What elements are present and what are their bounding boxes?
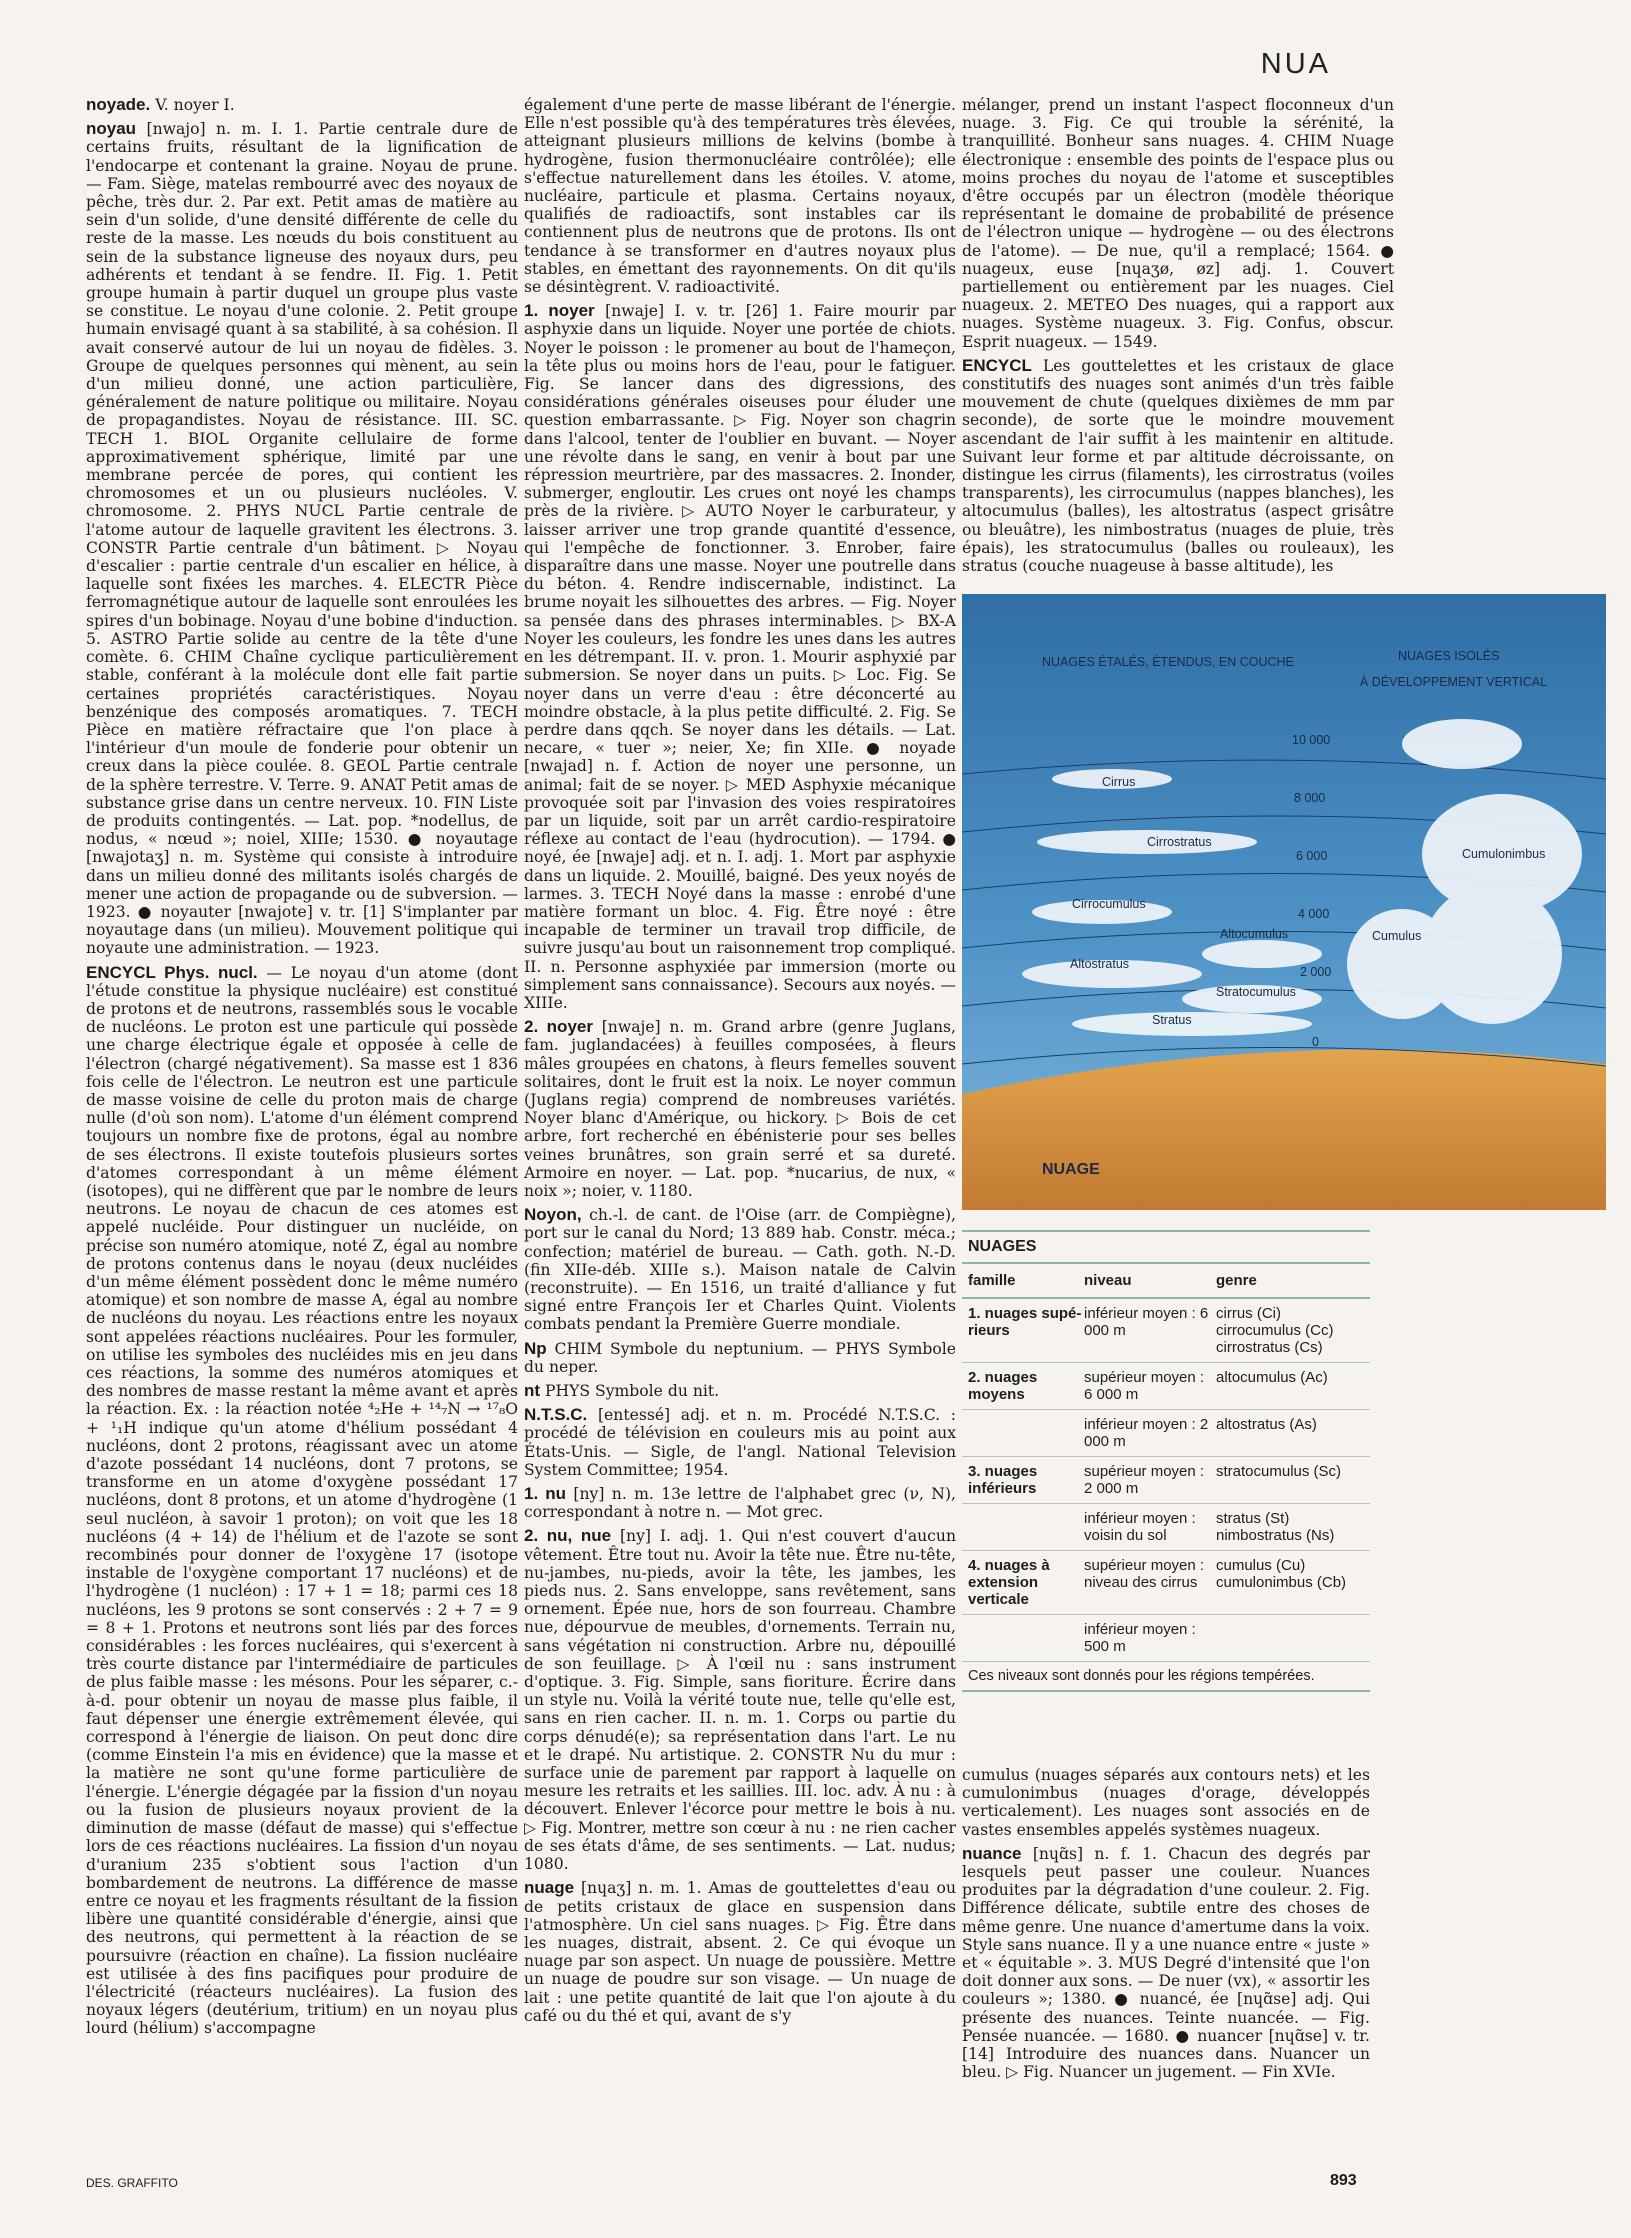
entry [524,1018,956,1200]
headword: nuage [524,1878,575,1898]
cell-famille: 4. nuages à extension verticale [968,1557,1050,1608]
cell-genre [1216,1621,1364,1655]
headword: ENCYCL [962,355,1032,375]
cell-genre: stratocumulus (Sc) [1216,1463,1342,1480]
headword: 2. nu, nue [524,1526,612,1546]
page-number: 893 [1330,2172,1357,2189]
entry [524,302,956,1012]
header-genre: genre [1216,1272,1257,1289]
column-1 [86,96,518,2044]
entry-text: [ny] I. adj. 1. Qui n'est couvert d'aucun vêtement. Être tout nu. Avoir la tête nue. Être nu-tête, nu-jambes, nu-pieds, avoir la tête, les jambes, les pieds nus. 2. Sans enveloppe, sans revêtement, sans ornement. Épée nue, hors de son fourreau. Chambre nue, dépourvue de meubles, d'ornements. Terrain nu, sans végétation ni construction. Arbre nu, dépouillé de son feuillage. ▷ À l'œil nu : sans instrument d'optique. 3. Fig. Simple, sans fioriture. Écrire dans un style nu. Voilà la vérité toute nue, telle qu'elle est, sans en rien cacher. II. n. m. 1. Corps ou partie du corps dénudé(e); sa représentation dans l'art. Le nu et le drapé. Nu artistique. 2. CONSTR Nu du mur : surface unie de parement par rapport à laquelle on mesure les retraits et les saillies. III. loc. adv. À nu : à découvert. Enlever l'écorce pour mettre le bois à nu. ▷ Fig. Montrer, mettre son cœur à nu : ne rien cacher de ses états d'âme, de ses sentiments. — Lat. nudus; 1080. [524,1527,956,1874]
entry [962,96,1394,351]
headword: noyau [86,119,137,139]
table-row [962,1504,1370,1551]
label-cirrus: Cirrus [1102,775,1136,789]
cell-famille: 1. nuages supé-rieurs [968,1305,1082,1339]
altitude-8000: 8 000 [1294,791,1326,805]
label-cirrocumulus: Cirrocumulus [1072,897,1146,911]
label-altocumulus: Altocumulus [1220,927,1289,941]
cell-niveau: inférieur moyen : 2 000 m [1084,1416,1209,1450]
entry [524,96,956,296]
cell-famille [968,1510,1084,1544]
entry-text: [nɥɑ̃s] n. f. 1. Chacun des degrés par lesquels peut passer une couleur. Nuances produites par la dégradation d'une couleur. 2. Fig. Différence délicate, subtile entre des choses de même genre. Une nuance d'amertume dans la voix. Style sans nuance. Il y a une nuance entre « juste » et « équitable ». 3. MUS Degré d'intensité que l'on doit donner aux sons. — De nuer (vx), « assortir les couleurs »; 1380. ● nuancé, ée [nɥɑ̃se] adj. Qui présente des nuances. Teinte nuancée. — Fig. Pensée nuancée. — 1680. ● nuancer [nɥɑ̃se] v. tr. [14] Introduire des nuances dans. Nuancer un bleu. ▷ Fig. Nuancer un jugement. — Fin XVIe. [962,1844,1370,2082]
cell-famille [968,1621,1084,1655]
entry-text: CHIM Symbole du neptunium. — PHYS Symbole du neper. [524,1339,956,1376]
entry-text: [nɥaʒ] n. m. 1. Amas de gouttelettes d'eau ou de petits cristaux de glace en suspension dans l'atmosphère. Un ciel sans nuages. ▷ Fig. Être dans les nuages, distrait, absent. 2. Ce qui évoque un nuage par son aspect. Un nuage de poussière. Mettre un nuage de poudre sur son visage. — Un nuage de lait : une petite quantité de lait que l'on ajoute à du café ou du thé et qui, avant de s'y [524,1879,956,2025]
title-layered-clouds: NUAGES ÉTALÉS, ÉTENDUS, EN COUCHE [1042,655,1294,669]
footer-credit: DES. GRAFFITO [86,2176,178,2190]
entry [962,1766,1370,1839]
entry [524,1382,956,1400]
entry [962,357,1394,575]
entry [524,1206,956,1333]
entry-text: mélanger, prend un instant l'aspect floconneux d'un nuage. 3. Fig. Ce qui trouble la sérénité, la tranquillité. Bonheur sans nuages. 4. CHIM Nuage électronique : ensemble des points de l'espace plus ou moins proches du noyau de l'atome et susceptibles d'être occupés par un électron (modèle théorique représentant le domaine de probabilité de présence de l'électron unique — hydrogène — ou des électrons de l'atome). — De nue, qu'il a remplacé; 1564. ● nuageux, euse [nɥaʒø, øz] adj. 1. Couvert partiellement ou entièrement par les nuages. Ciel nuageux. 2. METEO Des nuages, qui a rapport aux nuages. Système nuageux. 3. Fig. Confus, obscur. Esprit nuageux. — 1549. [962,96,1394,351]
entry-text: — Le noyau d'un atome (dont l'étude constitue la physique nucléaire) est constitué de protons et de neutrons, rassemblés sous le vocable de nucléons. Le proton est une particule qui possède une charge électrique égale et opposée à celle de l'électron (chargé négativement). Sa masse est 1 836 fois celle de l'électron. Le neutron est une particule de masse voisine de celle du proton mais de charge nulle (d'où son nom). L'atome d'un élément comprend toujours un nombre fixe de protons, égal au nombre de ses électrons. Il existe toutefois plusieurs sortes d'atomes correspondant à un même élément (isotopes), qui ne diffèrent que par le nombre de leurs neutrons. Le noyau de chacun de ces atomes est appelé nucléide. Pour distinguer un nucléide, on précise son numéro atomique, noté Z, égal au nombre de protons contenus dans le noyau (deux nucléides d'un même élément possèdent donc le même numéro atomique) et son nombre de masse A, égal au nombre de nucléons du noyau. Les réactions entre les noyaux sont appelées réactions nucléaires. Pour les formuler, on utilise les symboles des nucléides mis en jeu dans ces réactions, la somme des numéros atomiques et des nombres de masse restant la même avant et après la réaction. Ex. : la réaction notée ⁴₂He + ¹⁴₇N → ¹⁷₈O + ¹₁H indique qu'un atome d'hélium possédant 4 nucléons, dont 2 protons, réagissant avec un atome d'azote possédant 14 nucléons, dont 7 protons, se transforme en un atome d'oxygène possédant 17 nucléons, dont 8 protons, et un atome d'hydrogène (1 seul nucléon, à savoir 1 proton); on voit que les 18 nucléons (4 + 14) de l'hélium et de l'azote se sont recombinés pour donner de l'oxygène 17 (isotope instable de l'oxygène comportant 17 nucléons) et de l'hydrogène (1 nucléon) : 17 + 1 = 18; parmi ces 18 nucléons, les 9 protons se sont conservés : 2 + 7 = 9 = 8 + 1. Protons et neutrons sont liés par des forces considérables : les forces nucléaires, qui s'exercent à très courte distance par l'intermédiaire de particules de plus faible masse : les mésons. Pour les séparer, c.-à-d. pour obtenir un noyau de masse plus faible, il faut dépenser une énergie extrêmement élevée, qui correspond à l'énergie de liaison. On peut donc dire (comme Einstein l'a mis en évidence) que la masse et la matière ne sont qu'une forme particulière de l'énergie. L'énergie dégagée par la fission d'un noyau ou la fusion de plusieurs noyaux provient de la diminution de masse (défaut de masse) qui s'effectue lors de ces réactions nucléaires. La fission d'un noyau d'uranium 235 s'obtient sous l'action d'un bombardement de neutrons. La différence de masse entre ce noyau et les fragments résultant de la fission libère une quantité considérable d'énergie, ainsi que des neutrons, qui permettent à la réaction de se poursuivre (réaction en chaîne). La fission nucléaire est utilisée à des fins pacifiques pour produire de l'électricité (réacteurs nucléaires). La fusion des noyaux légers (deutérium, tritium) en un noyau plus lourd (hélium) s'accompagne [86,963,518,2038]
entry [86,120,518,957]
header-famille: famille [968,1272,1016,1289]
entry-text: [nwaje] n. m. Grand arbre (genre Juglans, fam. juglandacées) à feuilles composées, à fleurs mâles groupées en chatons, à fleurs femelles souvent solitaires, dont le fruit est la noix. Le noyer commun (Juglans regia) comprend de nombreuses variétés. Noyer blanc d'Amérique, ou hickory. ▷ Bois de cet arbre, fort recherché en ébénisterie pour ses belles veines brunâtres, son grain serré et sa dureté. Armoire en noyer. — Lat. pop. *nucarius, de nux, « noix »; noier, v. 1180. [524,1018,957,1200]
label-cumulus: Cumulus [1372,929,1422,943]
cell-genre: cirrus (Ci) cirrocumulus (Cc) cirrostratus (Cs) [1216,1305,1334,1356]
entry [86,964,518,2038]
cell-genre: altocumulus (Ac) [1216,1369,1328,1386]
cell-niveau: supérieur moyen : 2 000 m [1084,1463,1205,1497]
entry [524,1406,956,1479]
column-2 [524,96,956,2031]
entry-text: également d'une perte de masse libérant de l'énergie. Elle n'est possible qu'à des températures très élevées, atteignant plusieurs millions de kelvins (bombe à hydrogène, fusion thermonucléaire contrôlée); elle s'effectue naturellement dans les étoiles. V. atome, nucléaire, particule et plasma. Certains noyaux, qualifiés de radioactifs, sont instables car ils contiennent plus de neutrons que de protons. Ils ont tendance à se transformer en d'autres noyaux plus stables, en émettant des rayonnements. On dit qu'ils se désintègrent. V. radioactivité. [524,96,956,297]
headword: nuance [962,1843,1022,1863]
entry-text: cumulus (nuages séparés aux contours nets) et les cumulonimbus (nuages d'orage, développés verticalement). Les nuages sont associés en de vastes ensembles appelés systèmes nuageux. [962,1766,1370,1839]
entry-text: [nwaje] I. v. tr. [26] 1. Faire mourir par asphyxie dans un liquide. Noyer une portée de chiots. Noyer le poisson : le promener au bout de l'hameçon, la tête plus ou moins hors de l'eau, pour le fatiguer. Fig. Se lancer dans des digressions, des considérations générales oiseuses pour éluder une question embarrassante. ▷ Fig. Noyer son chagrin dans l'alcool, tenter de l'oublier en buvant. — Noyer une révolte dans le sang, en venir à bout par une répression meurtrière, par des massacres. 2. Inonder, submerger, engloutir. Les crues ont noyé les champs près de la rivière. ▷ AUTO Noyer le carburateur, y laisser arriver une trop grande quantité d'essence, qui l'empêche de fonctionner. 3. Enrober, faire disparaître dans une masse. Noyer une poutrelle dans du béton. 4. Rendre indiscernable, indistinct. La brume noyait les silhouettes des arbres. — Fig. Noyer sa pensée dans des phrases interminables. ▷ BX-A Noyer les couleurs, les fondre les unes dans les autres en les détrempant. II. v. pron. 1. Mourir asphyxié par submersion. Se noyer dans un puits. ▷ Loc. Fig. Se noyer dans un verre d'eau : être déconcerté au moindre obstacle, à la plus petite difficulté. 2. Fig. Se perdre dans qqch. Se noyer dans les détails. — Lat. necare, « tuer »; neier, Xe; fin XIIe. ● noyade [nwajad] n. f. Action de noyer une personne, un animal; fait de se noyer. ▷ MED Asphyxie mécanique provoquée soit par l'invasion des voies respiratoires par un liquide, soit par un arrêt cardio-respiratoire réflexe au contact de l'eau (hydrocution). — 1794. ● noyé, ée [nwaje] adj. et n. I. adj. 1. Mort par asphyxie dans un liquide. 2. Mouillé, baigné. Des yeux noyés de larmes. 3. TECH Noyé dans la masse : enrobé d'une matière formant un bloc. 4. Fig. Être noyé : être incapable de terminer un travail trop difficile, de suivre jusqu'au bout un raisonnement trop compliqué. II. n. Personne asphyxiée par immersion (morte ou simplement sans connaissance). Secours aux noyés. — XIIIe. [524,302,956,1012]
label-altostratus: Altostratus [1070,957,1130,971]
table-row [962,1457,1370,1504]
entry-text: ch.-l. de cant. de l'Oise (arr. de Compiègne), port sur le canal du Nord; 13 889 hab. Constr. méca.; confection; matériel de bureau. — Cath. goth. N.-D. (fin XIIe-déb. XIIIe s.). Maison natale de Calvin (reconstruite). — En 1516, un traité d'alliance y fut signé entre François Ier et Charles Quint. Violents combats pendant la Première Guerre mondiale. [524,1206,956,1334]
cloud-diagram [962,594,1606,1210]
cell-genre: altostratus (As) [1216,1416,1317,1433]
altitude-0: 0 [1312,1035,1319,1049]
column-3-top [962,96,1394,581]
headword: N.T.S.C. [524,1405,588,1425]
altitude-6000: 6 000 [1296,849,1328,863]
headword: Noyon, [524,1205,582,1225]
table-row [962,1410,1370,1457]
header-niveau: niveau [1084,1272,1132,1289]
headword: 1. nu [524,1484,567,1504]
headword: 1. noyer [524,301,595,321]
label-cirrostratus: Cirrostratus [1147,835,1212,849]
cell-niveau: supérieur moyen : niveau des cirrus [1084,1557,1205,1591]
entry-text: V. noyer I. [150,96,235,114]
entry [524,1879,956,2025]
headword: 2. noyer [524,1017,593,1037]
entry [962,1845,1370,2082]
cell-niveau: inférieur moyen : 500 m [1084,1621,1196,1655]
table-row [962,1363,1370,1410]
entry [86,96,518,114]
cell-niveau: supérieur moyen : 6 000 m [1084,1369,1205,1403]
cell-genre: stratus (St) nimbostratus (Ns) [1216,1510,1335,1544]
cell-famille: 3. nuages inférieurs [968,1463,1038,1497]
column-3-bottom [962,1766,1370,2087]
cell-famille: 2. nuages moyens [968,1369,1038,1403]
entry-text: PHYS Symbole du nit. [540,1382,720,1401]
entry-text: Les gouttelettes et les cristaux de glace constitutifs des nuages sont animés d'un très faible mouvement de chute (quelques dixièmes de mm par seconde), de sorte que le moindre mouvement ascendant de l'air suffit à les maintenir en altitude. Suivant leur forme et par altitude décroissante, on distingue les cirrus (filaments), les cirrostratus (voiles transparents), les cirrocumulus (nappes blanches), les altocumulus (balles), les altostratus (aspect grisâtre ou bleuâtre), les nimbostratus (nuages de pluie, très épais), les stratocumulus (balles ou rouleaux), les stratus (couche nuageuse à basse altitude), les [962,356,1394,576]
table-title: NUAGES [962,1230,1370,1264]
entry-text: [entessé] adj. et n. m. Procédé N.T.S.C. : procédé de télévision en couleurs mis au point aux États-Unis. — Sigle, de l'angl. National Television System Committee; 1954. [524,1406,956,1479]
altitude-2000: 2 000 [1300,965,1332,979]
label-nuage: NUAGE [1042,1161,1100,1178]
cell-niveau: inférieur moyen : voisin du sol [1084,1510,1196,1544]
label-cumulonimbus: Cumulonimbus [1462,847,1546,861]
entry [524,1340,956,1376]
cell-famille [968,1416,1084,1450]
label-stratus: Stratus [1152,1013,1192,1027]
entry [524,1485,956,1521]
running-head: NUA [1260,48,1331,80]
entry-text: [nwajo] n. m. I. 1. Partie centrale dure de certains fruits, résultant de la lignification de l'endocarpe et contenant la graine. Noyau de prune. — Fam. Siège, matelas rembourré avec des noyaux de pêche, très dur. 2. Par ext. Petit amas de matière au sein d'un solide, d'une densité différente de celle du reste de la masse. Les nœuds du bois constituent au sein de la substance ligneuse des noyaux durs, peu adhérents et tendant à se fendre. II. Fig. 1. Petit groupe humain à partir duquel un groupe plus vaste se constitue. Le noyau d'une colonie. 2. Petit groupe humain envisagé quant à sa stabilité, à sa cohésion. Il avait conservé autour de lui un noyau de fidèles. 3. Groupe de quelques personnes qui mènent, au sein d'un milieu donné, une action particulière, généralement de nature politique ou militaire. Noyau de propagandistes. Noyau de résistance. III. SC. TECH 1. BIOL Organite cellulaire de forme approximativement sphérique, limité par une membrane percée de pores, qui contient les chromosomes et un ou plusieurs nucléoles. V. chromosome. 2. PHYS NUCL Partie centrale de l'atome autour de laquelle gravitent les électrons. 3. CONSTR Partie centrale d'un bâtiment. ▷ Noyau d'escalier : partie centrale d'un escalier en hélice, à laquelle sont fixées les marches. 4. ELECTR Pièce ferromagnétique autour de laquelle sont enroulées les spires d'un bobinage. Noyau d'une bobine d'induction. 5. ASTRO Partie solide au centre de la tête d'une comète. 6. CHIM Chaîne cyclique particulièrement stable, conférant à la molécule dont elle fait partie certaines propriétés caractéristiques. Noyau benzénique des composés aromatiques. 7. TECH Pièce en matière réfractaire que l'on place à l'intérieur d'un moule de fonderie pour obtenir un creux dans la pièce coulée. 8. GEOL Partie centrale de la sphère terrestre. V. Terre. 9. ANAT Petit amas de substance grise dans un centre nerveux. 10. FIN Liste de produits contingentés. — Lat. pop. *nodellus, de nodus, « nœud »; noiel, XIIIe; 1530. ● noyautage [nwajotaʒ] n. m. Système qui consiste à introduire dans un milieu donné des militants isolés chargés de mener une action de propagande ou de subversion. — 1923. ● noyauter [nwajote] v. tr. [1] S'implanter par noyautage dans (un milieu). Mouvement politique qui noyaute une administration. — 1923. [86,120,518,958]
table-note: Ces niveaux sont donnés pour les régions tempérées. [962,1662,1370,1692]
cell-genre: cumulus (Cu) cumulonimbus (Cb) [1216,1557,1347,1591]
entry-text: [ny] n. m. 13e lettre de l'alphabet grec (ν, N), correspondant à notre n. — Mot grec. [524,1485,956,1522]
table-header [962,1264,1370,1299]
entry [524,1527,956,1873]
label-stratocumulus: Stratocumulus [1216,985,1296,999]
table-row [962,1615,1370,1662]
cloud-illustration [962,594,1606,1210]
table-row [962,1299,1370,1363]
altitude-10000: 10 000 [1292,733,1331,747]
clouds-table [962,1230,1370,1692]
headword: Np [524,1338,547,1358]
table-row [962,1551,1370,1615]
title-vertical-clouds-2: À DÉVELOPPEMENT VERTICAL [1360,675,1548,689]
headword: noyade. [86,95,151,114]
altitude-4000: 4 000 [1298,907,1330,921]
headword: nt [524,1381,541,1401]
headword: ENCYCL Phys. nucl. [86,962,258,982]
cell-niveau: inférieur moyen : 6 000 m [1084,1305,1209,1339]
title-vertical-clouds-1: NUAGES ISOLÉS [1398,649,1500,663]
table-body [962,1299,1370,1662]
